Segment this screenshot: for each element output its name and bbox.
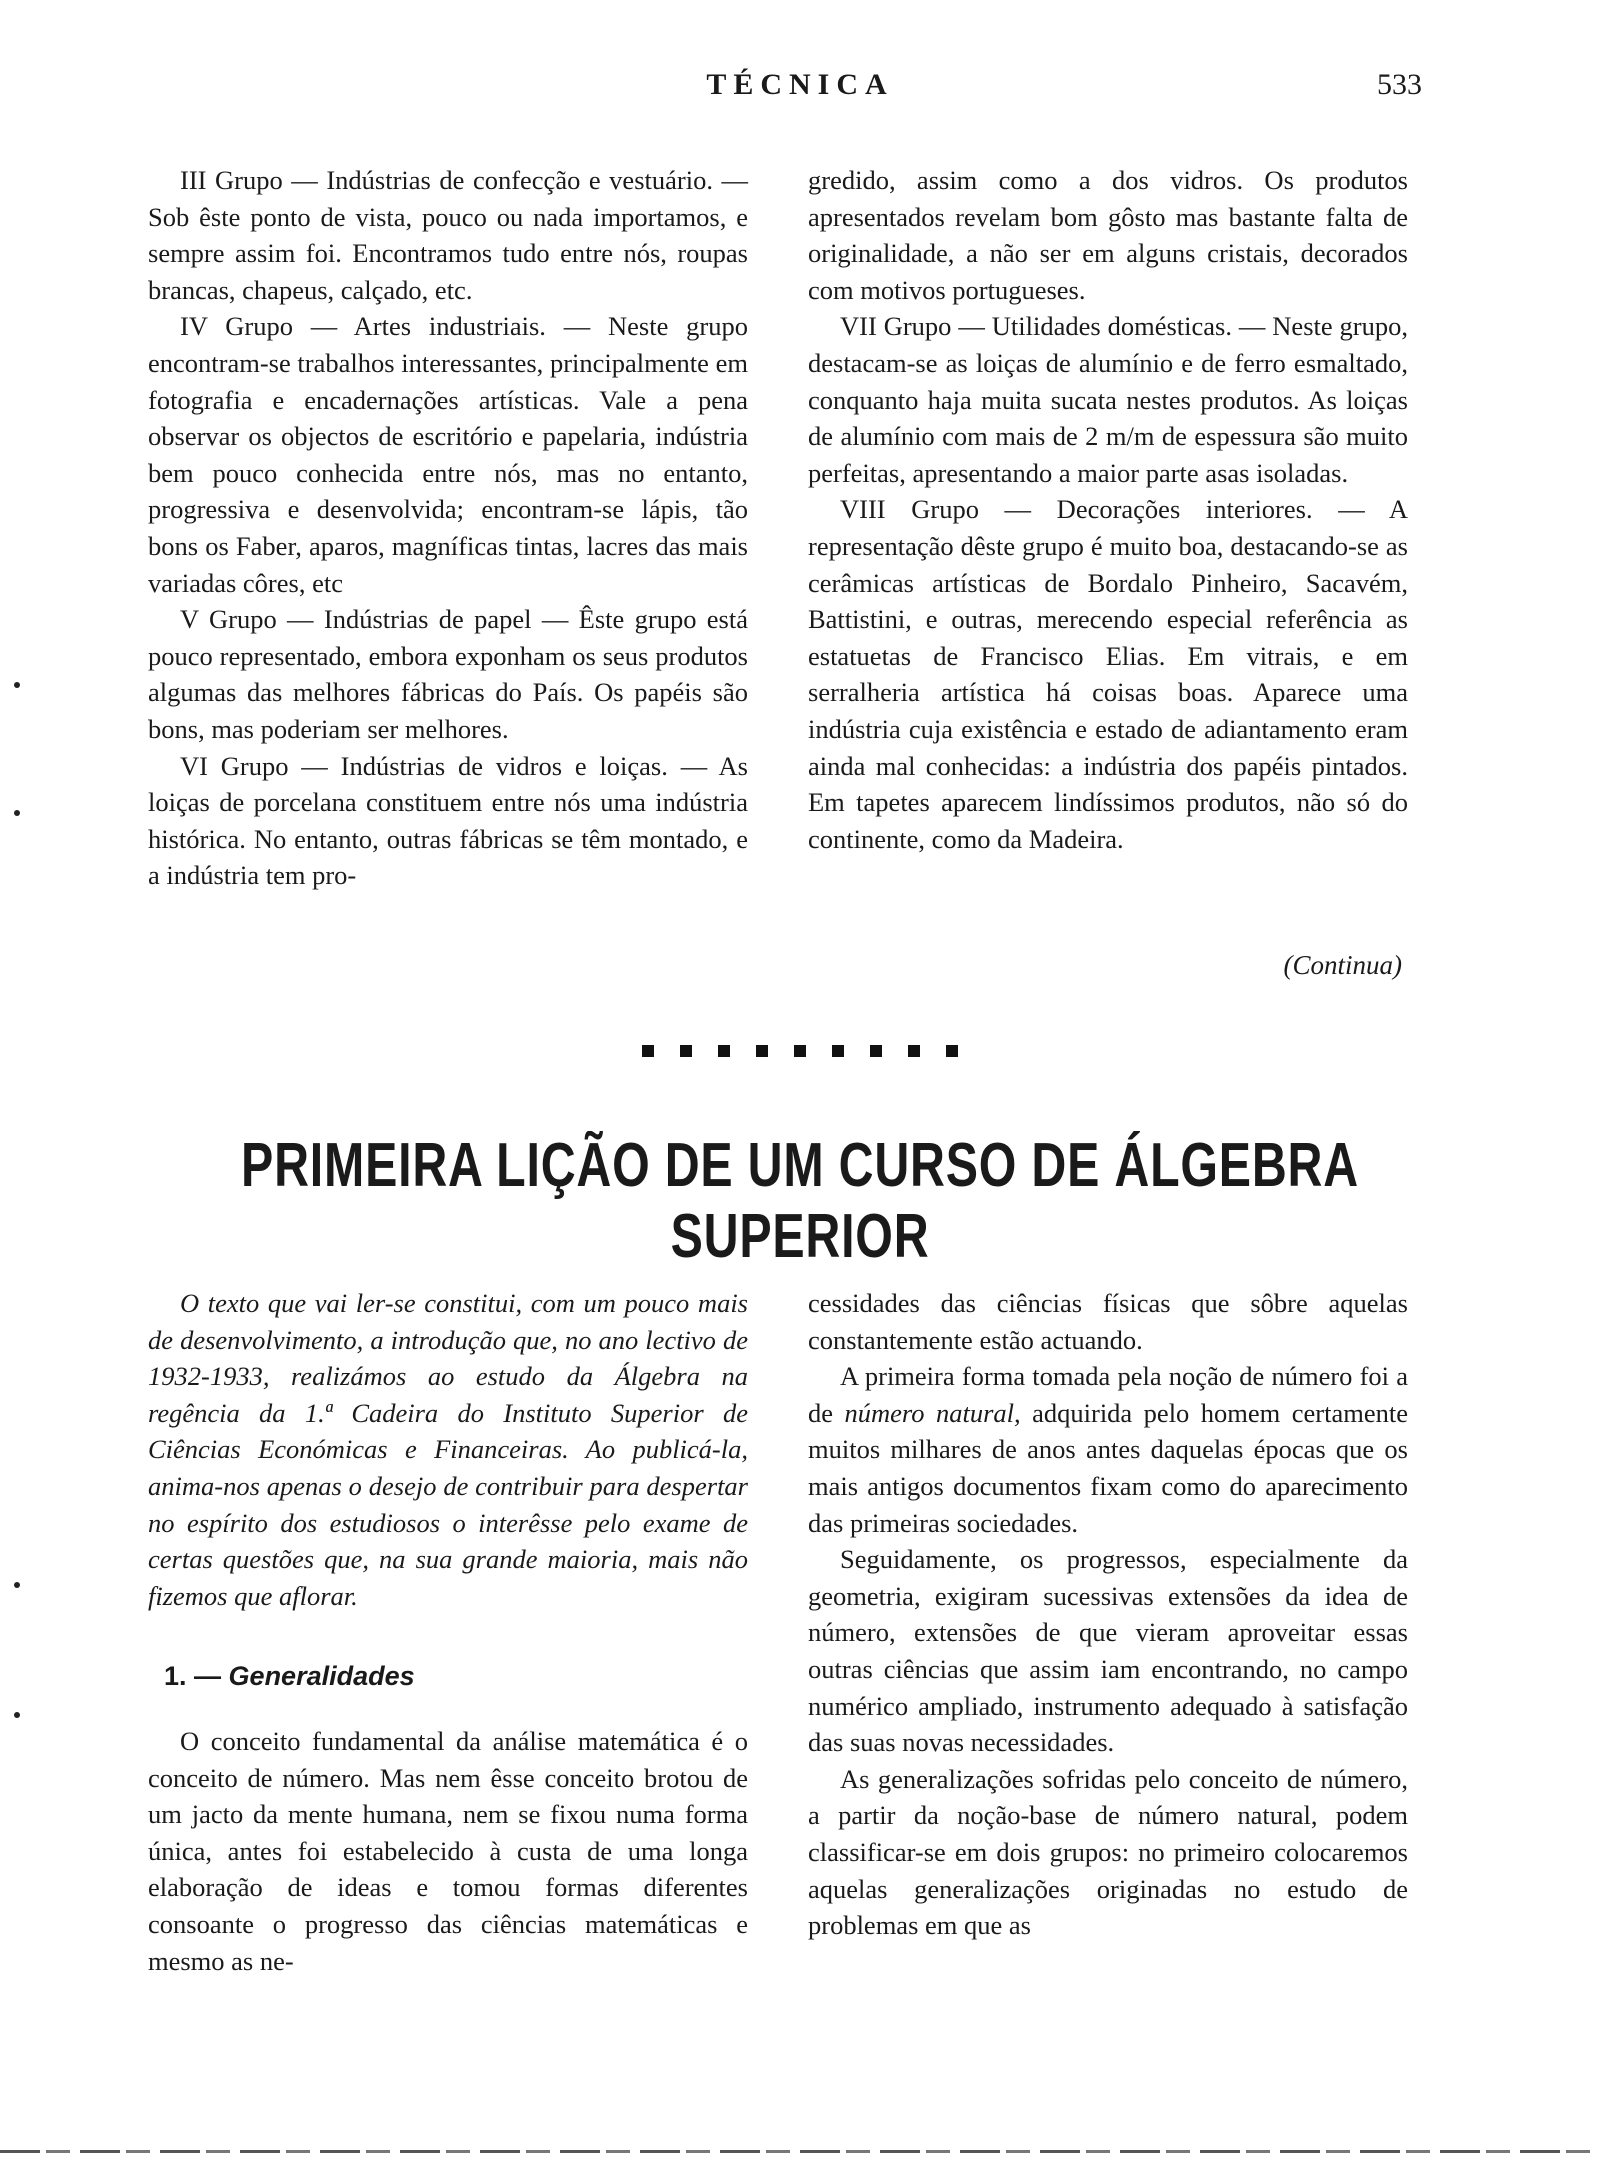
section-heading xyxy=(164,1658,748,1695)
article-title: PRIMEIRA LIÇÃO DE UM CURSO DE ÁLGEBRA SUPERIOR xyxy=(241,1131,1359,1271)
paragraph: IV Grupo — Artes industriais. — Neste grupo encontram-se trabalhos interessantes, principalmente em fotografia e encadernações artísticas. Vale a pena observar os objectos de escritório e papelaria, indústria bem pouco conhecida entre nós, mas no entanto, progressiva e desenvolvida; encontram-se lápis, tão bons os Faber, aparos, magníficas tintas, lacres das mais variadas côres, etc xyxy=(148,311,748,598)
paragraph: VII Grupo — Utilidades domésticas. — Neste grupo, destacam-se as loiças de alumínio e de ferro esmaltado, conquanto haja muita sucata nestes produtos. As loiças de alumínio com mais de 2 m/m de espessura são muito perfeitas, apresentando a maior parte asas isoladas. xyxy=(808,311,1408,488)
paragraph: As generalizações sofridas pelo conceito de número, a partir da noção-base de número natural, podem classificar-se em dois grupos: no primeiro colocaremos aquelas generalizações originadas no estudo de problemas em que as xyxy=(808,1763,1408,1941)
paragraph: III Grupo — Indústrias de confecção e vestuário. — Sob êste ponto de vista, pouco ou nada importamos, e sempre assim foi. Encontramos tudo entre nós, roupas brancas, chapeus, calçado, etc. xyxy=(148,165,748,305)
emphasis: número natural, xyxy=(844,1397,1021,1428)
top-left-column xyxy=(148,162,748,894)
margin-dot xyxy=(14,810,20,816)
bottom-right-column xyxy=(808,1285,1408,1944)
bottom-edge-rule xyxy=(0,2150,1600,2153)
continua-note: (Continua) xyxy=(1283,950,1402,980)
text-run: adquirida pelo homem certamente muitos milhares de anos antes daquelas épocas que os mais antigos documentos fixam como do aparecimento das primeiras sociedades. xyxy=(808,1397,1408,1538)
text-run: A primeira forma tomada pela noção de número foi a de xyxy=(808,1361,1408,1428)
page-number: 533 xyxy=(1377,68,1422,101)
intro-paragraph: O texto que vai ler-se constitui, com um pouco mais de desenvolvimento, a introdução que, no ano lectivo de 1932-1933, realizámos ao estudo da Álgebra na regência da 1.ª Cadeira do Instituto Superior de Ciências Económicas e Financeiras. Ao publicá-la, anima-nos apenas o desejo de contribuir para despertar no espírito dos estudiosos o interêsse pelo exame de certas questões que, na sua grande maioria, mais não fizemos que aflorar. xyxy=(148,1288,748,1611)
paragraph: cessidades das ciências físicas que sôbre aquelas constantemente estão actuando. xyxy=(808,1288,1408,1355)
margin-dot xyxy=(14,682,20,688)
paragraph: gredido, assim como a dos vidros. Os produtos apresentados revelam bom gôsto mas bastante falta de originalidade, a não ser em alguns cristais, decorados com motivos portugueses. xyxy=(808,165,1408,305)
paragraph: Seguidamente, os progressos, especialmente da geometria, exigiram sucessivas extensões da idea de número, extensões de que vieram aproveitar essas outras ciências que assim iam encontrando, no campo numérico ampliado, instrumento adequado à satisfação das suas novas necessidades. xyxy=(808,1544,1408,1758)
paragraph: VI Grupo — Indústrias de vidros e loiças. — As loiças de porcelana constituem entre nós uma indústria histórica. No entanto, outras fábricas se têm montado, e a indústria tem pro- xyxy=(148,750,748,891)
section-number: 1. — xyxy=(164,1661,222,1692)
section-separator xyxy=(0,1044,1600,1062)
paragraph: O conceito fundamental da análise matemática é o conceito de número. Mas nem êsse conceito brotou de um jacto da mente humana, nem se fixou numa forma única, antes foi estabelecido à custa de uma longa elaboração de ideas e tomou formas diferentes consoante o progresso das ciências matemáticas e mesmo as ne- xyxy=(148,1725,748,1976)
top-right-column xyxy=(808,162,1408,857)
running-header: TÉCNICA xyxy=(706,68,894,101)
section-name: Generalidades xyxy=(228,1661,415,1692)
paragraph: VIII Grupo — Decorações interiores. — A representação dêste grupo é muito boa, destacando-se as cerâmicas artísticas de Bordalo Pinheiro, Sacavém, Battistini, e outras, merecendo especial referência as estatuetas de Francisco Elias. Em vitrais, e em serralheria artística há coisas boas. Aparece uma indústria cuja existência e estado de adiantamento eram ainda mal conhecidas: a indústria dos papéis pintados. Em tapetes aparecem lindíssimos produtos, não só do continente, como da Madeira. xyxy=(808,494,1408,854)
paragraph xyxy=(808,1358,1408,1541)
margin-dot xyxy=(14,1582,20,1588)
paragraph: V Grupo — Indústrias de papel — Êste grupo está pouco representado, embora exponham os seus produtos algumas das melhores fábricas do País. Os papéis são bons, mas poderiam ser melhores. xyxy=(148,604,748,744)
bottom-left-column xyxy=(148,1285,748,1979)
margin-dot xyxy=(14,1712,20,1718)
